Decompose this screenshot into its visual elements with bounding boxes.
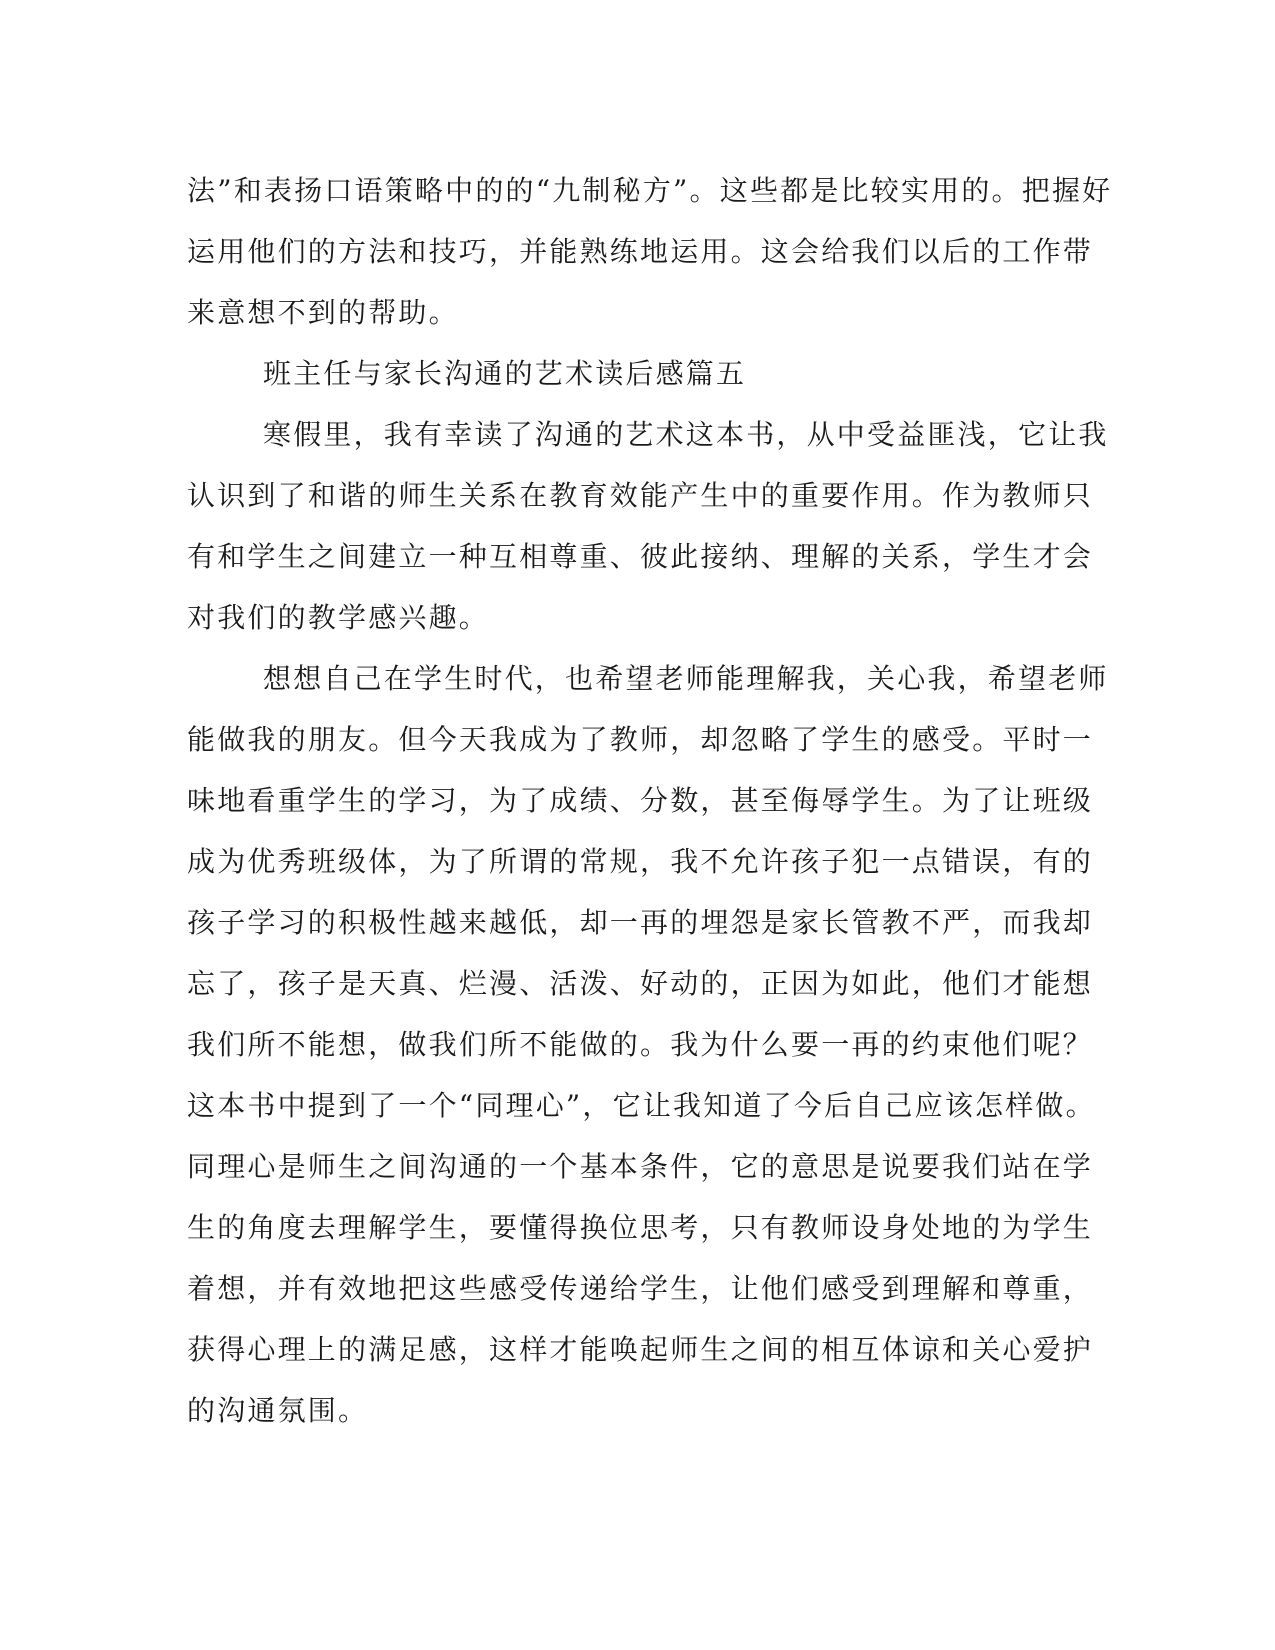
text-line: 着想，并有效地把这些感受传递给学生，让他们感受到理解和尊重， xyxy=(187,1272,1094,1305)
text-line: 认识到了和谐的师生关系在教育效能产生中的重要作用。作为教师只 xyxy=(187,479,1094,512)
text-line: 运用他们的方法和技巧，并能熟练地运用。这会给我们以后的工作带 xyxy=(187,235,1094,268)
text-line: 孩子学习的积极性越来越低，却一再的埋怨是家长管教不严，而我却 xyxy=(187,906,1094,939)
text-line: 我们所不能想，做我们所不能做的。我为什么要一再的约束他们呢？ xyxy=(187,1028,1094,1061)
text-line: 获得心理上的满足感，这样才能唤起师生之间的相互体谅和关心爱护 xyxy=(187,1333,1094,1366)
text-line: 想想自己在学生时代，也希望老师能理解我，关心我，希望老师 xyxy=(263,662,1109,695)
text-line: 同理心是师生之间沟通的一个基本条件，它的意思是说要我们站在学 xyxy=(187,1150,1094,1183)
text-line: 生的角度去理解学生，要懂得换位思考，只有教师设身处地的为学生 xyxy=(187,1211,1094,1244)
text-line: 这本书中提到了一个“同理心”，它让我知道了今后自己应该怎样做。 xyxy=(187,1089,1096,1122)
text-line: 味地看重学生的学习，为了成绩、分数，甚至侮辱学生。为了让班级 xyxy=(187,784,1094,817)
text-line: 有和学生之间建立一种互相尊重、彼此接纳、理解的关系，学生才会 xyxy=(187,540,1094,573)
text-line: 寒假里，我有幸读了沟通的艺术这本书，从中受益匪浅，它让我 xyxy=(263,418,1109,451)
text-line: 对我们的教学感兴趣。 xyxy=(187,601,490,634)
section-heading: 班主任与家长沟通的艺术读后感篇五 xyxy=(263,357,747,390)
text-line: 法”和表扬口语策略中的的“九制秘方”。这些都是比较实用的。把握好 xyxy=(187,174,1113,207)
text-line: 的沟通氛围。 xyxy=(187,1394,369,1427)
document-body xyxy=(187,160,1113,1441)
text-line: 忘了，孩子是天真、烂漫、活泼、好动的，正因为如此，他们才能想 xyxy=(187,967,1094,1000)
text-line: 成为优秀班级体，为了所谓的常规，我不允许孩子犯一点错误，有的 xyxy=(187,845,1094,878)
text-line: 来意想不到的帮助。 xyxy=(187,296,459,329)
text-line: 能做我的朋友。但今天我成为了教师，却忽略了学生的感受。平时一 xyxy=(187,723,1094,756)
